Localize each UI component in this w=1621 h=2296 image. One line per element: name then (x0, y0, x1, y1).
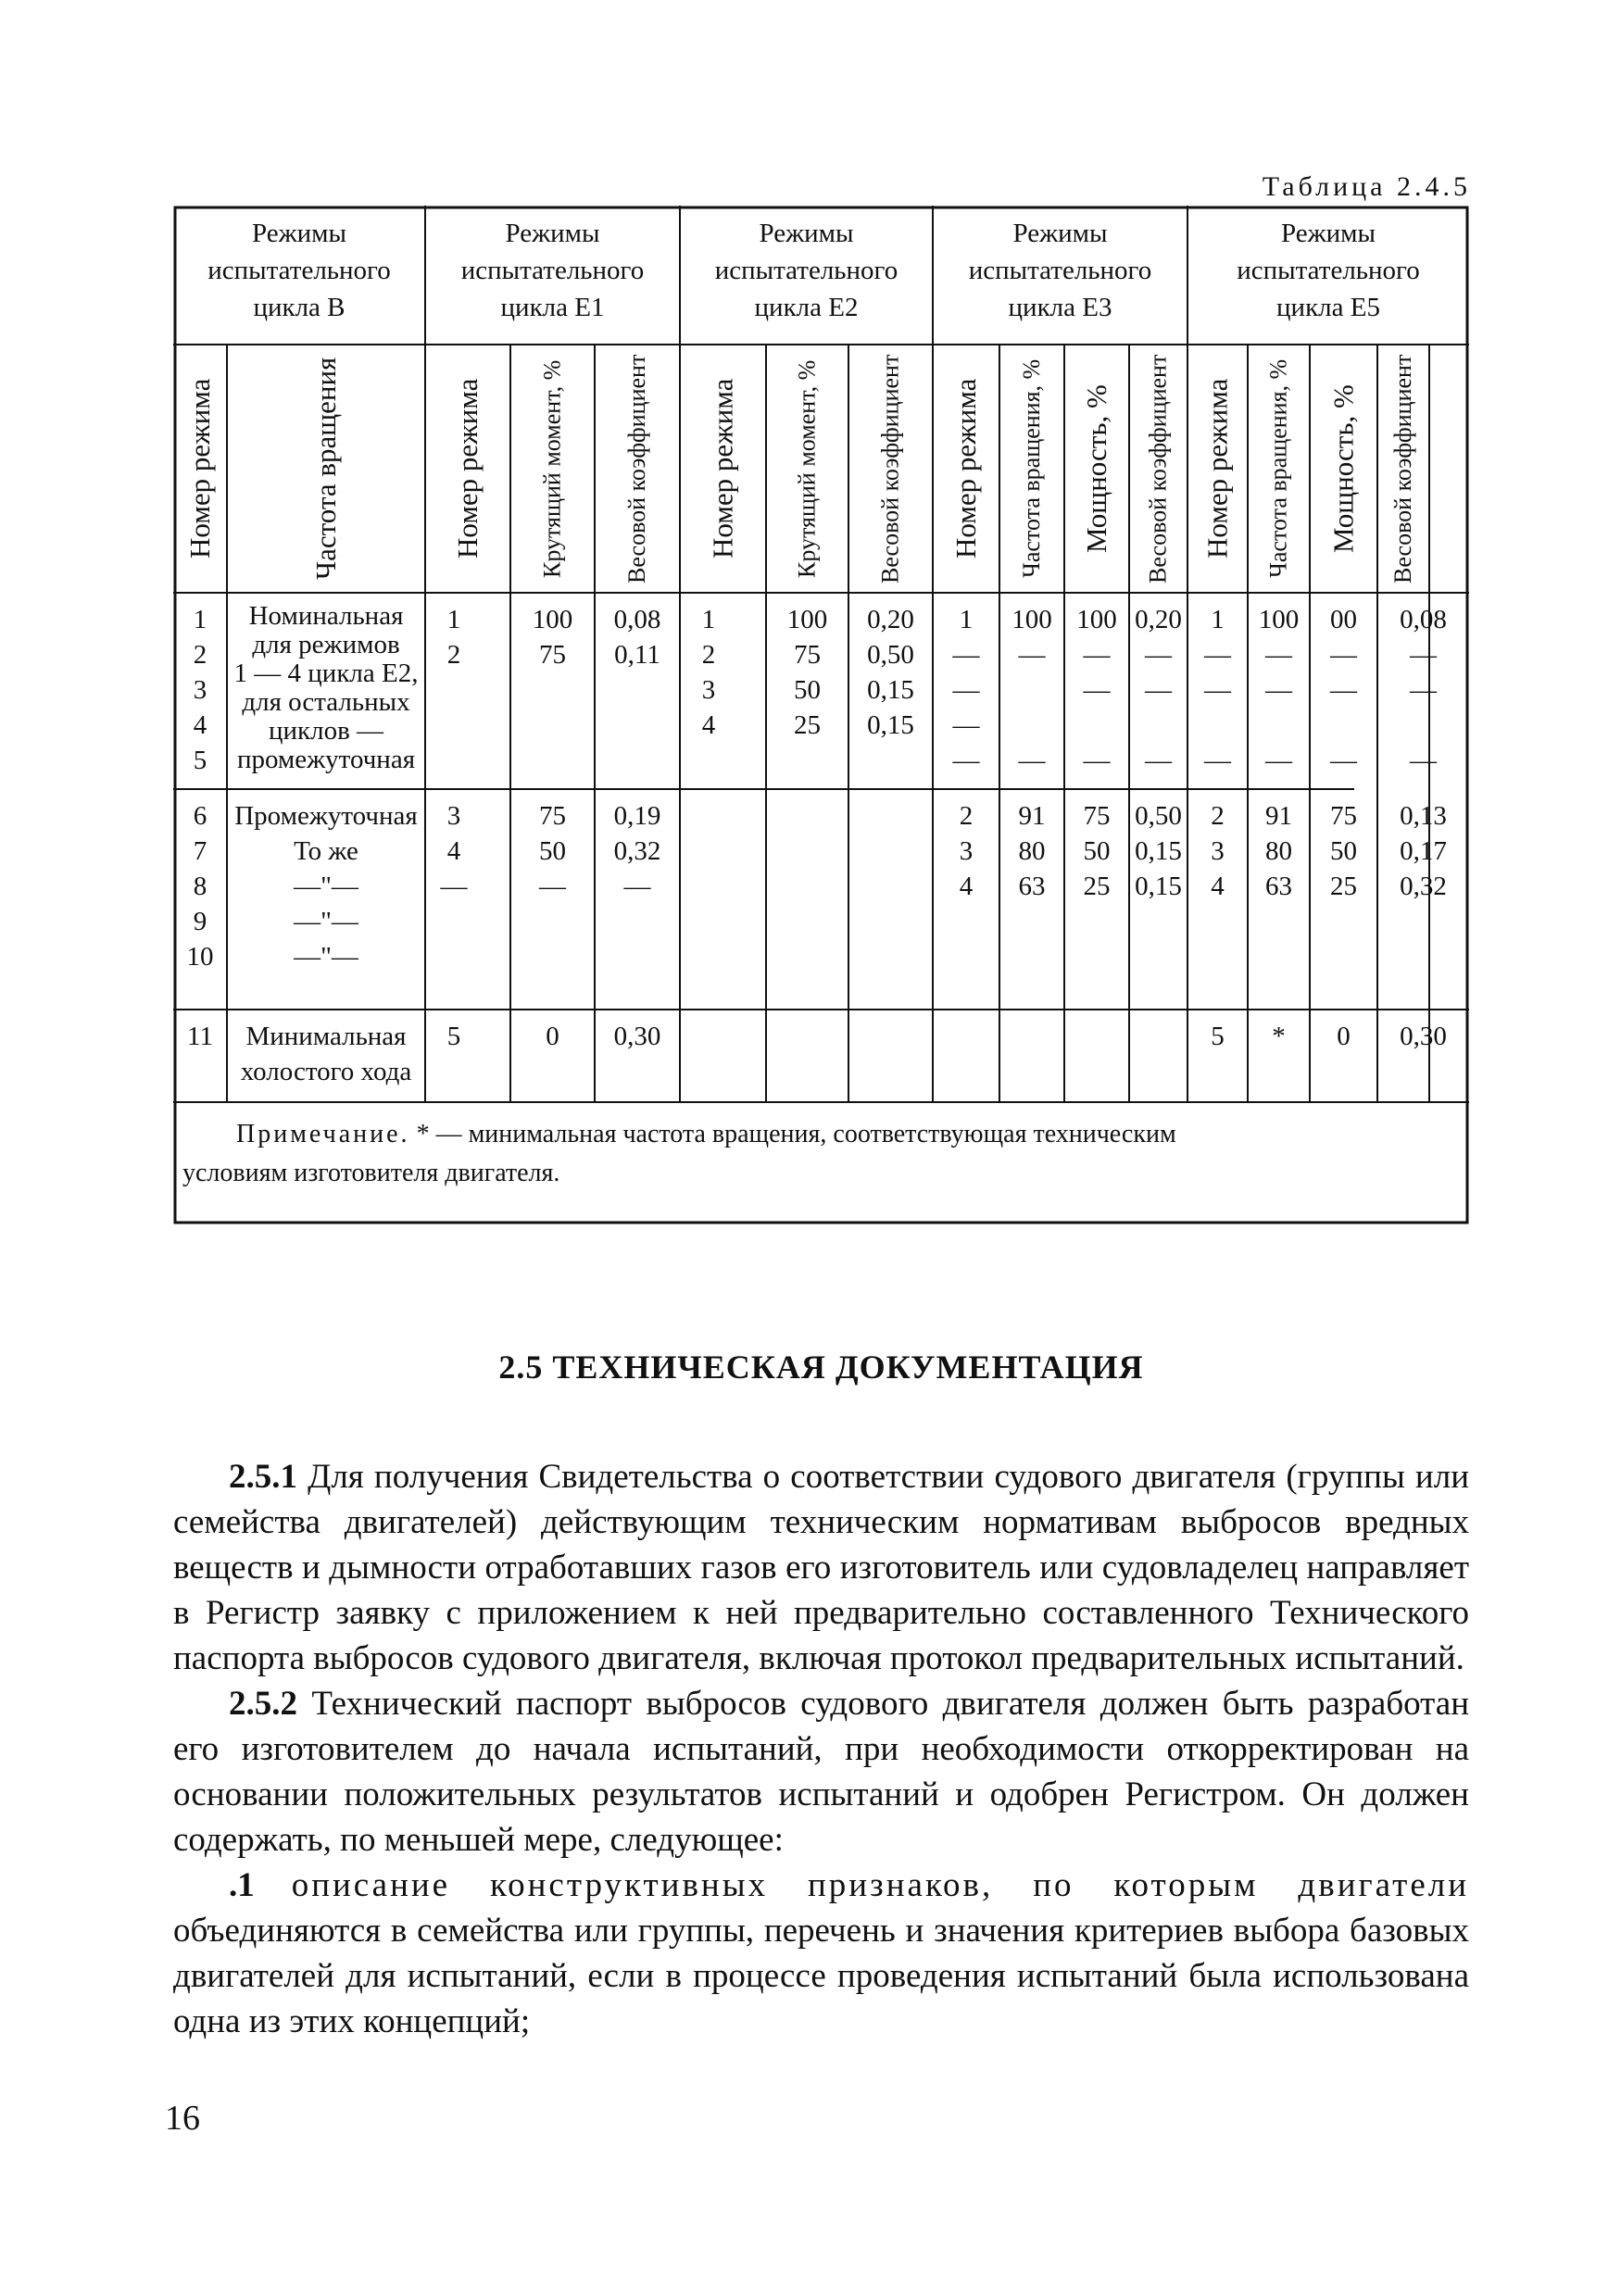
row-a-e1-number: 1 2 (446, 605, 461, 670)
row-c-e5-speed: * (1272, 1022, 1286, 1051)
subhead-e1-weight: Весовой коэффициент (623, 354, 650, 583)
row-b-e5-power: 75 50 25 (1330, 801, 1357, 901)
row-c-speed: Минимальная холостого хода (240, 1022, 412, 1086)
row-c-e5-weight: 0,30 (1400, 1022, 1447, 1051)
row-a-modes: 1 2 3 4 5 (193, 605, 207, 775)
row-b-e5-weight: 0,13 0,17 0,32 (1400, 801, 1447, 901)
row-b-modes: 6 7 8 9 10 (186, 801, 214, 972)
row-b-e3-number: 2 3 4 (959, 801, 974, 901)
row-b-e5-number: 2 3 4 (1211, 801, 1225, 901)
row-a-e1-torque: 100 75 (532, 605, 573, 670)
subhead-e3-mode-number: Номер режима (949, 378, 982, 559)
row-b-e3-power: 75 50 25 (1083, 801, 1111, 901)
subhead-e3-power: Мощность, % (1080, 384, 1112, 553)
row-a-e3-speed: 100 — — (1012, 605, 1052, 775)
subhead-e3-weight: Весовой коэффициент (1144, 354, 1172, 583)
paragraph-2-5-1: 2.5.1 Для получения Свидетельства о соответствии судового двигателя (группы или семейства двигателей) действующим техническим нормативам выбросов вредных веществ и дымности отработавших газов его изготовитель или судовладелец направляет в Регистр заявку с приложением к ней предварительно составленного Технического паспорта выбросов судового двигателя, включая протокол предварительных испытаний. (173, 1458, 1469, 1677)
group-header-cycle-b: Режимы испытательного цикла В (207, 219, 391, 322)
clause-number: 2.5.1 (229, 1458, 297, 1496)
row-b-e1-number: 3 4 — (440, 801, 468, 901)
section-heading: 2.5 ТЕХНИЧЕСКАЯ ДОКУМЕНТАЦИЯ (498, 1349, 1144, 1386)
row-a-e2-torque: 100 75 50 25 (786, 605, 828, 740)
row-c-e1-torque: 0 (546, 1022, 559, 1051)
note-text-continuation: условиям изготовителя двигателя. (182, 1159, 560, 1187)
subhead-e2-mode-number: Номер режима (706, 378, 739, 559)
group-header-cycle-e3: Режимы испытательного цикла Е3 (968, 219, 1152, 322)
note-text: * — минимальная частота вращения, соответствующая техническим (416, 1120, 1176, 1148)
subhead-e3-speed: Частота вращения, % (1018, 358, 1045, 579)
row-b-e3-speed: 91 80 63 (1018, 801, 1046, 901)
subhead-e1-mode-number: Номер режима (451, 378, 484, 559)
item-number: .1 (229, 1866, 255, 1904)
row-a-e3-power: 100 — — — (1076, 605, 1117, 775)
group-header-cycle-e2: Режимы испытательного цикла Е2 (714, 219, 898, 322)
subhead-b-speed: Частота вращения (309, 357, 342, 581)
table-caption: Таблица 2.4.5 (1262, 171, 1471, 202)
row-a-e5-speed: 100 — — — (1258, 605, 1300, 775)
row-a-e2-weight: 0,20 0,50 0,15 0,15 (867, 605, 914, 740)
page-number: 16 (165, 2099, 200, 2138)
row-c-e1-number: 5 (446, 1022, 461, 1051)
group-header-cycle-e5: Режимы испытательного цикла Е5 (1237, 219, 1420, 322)
subhead-e2-weight: Весовой коэффициент (876, 354, 904, 583)
subhead-e2-torque: Крутящий момент, % (793, 359, 821, 578)
subhead-e1-torque: Крутящий момент, % (538, 359, 566, 578)
row-a-speed: Номинальная для режимов 1 — 4 цикла Е2, для остальных циклов — промежуточная (233, 601, 419, 774)
subhead-e5-mode-number: Номер режима (1200, 378, 1234, 559)
row-c-e5-power: 0 (1337, 1022, 1351, 1051)
section-body (173, 1454, 1469, 2044)
row-a-e5-number: 1 — — — (1204, 605, 1231, 775)
table-note (182, 1115, 1461, 1193)
row-c-mode: 11 (187, 1022, 213, 1051)
clause-number: 2.5.2 (229, 1685, 297, 1723)
row-b-speed: Промежуточная То же —"— —"— —"— (234, 801, 418, 972)
row-c-e1-weight: 0,30 (613, 1022, 661, 1051)
row-a-e3-weight: 0,20 — — — (1135, 605, 1182, 775)
group-header-cycle-e1: Режимы испытательного цикла Е1 (460, 219, 645, 322)
row-a-e1-weight: 0,08 0,11 (613, 605, 661, 670)
row-b-e1-weight: 0,19 0,32 — (613, 801, 661, 901)
row-a-e2-number: 1 2 3 4 (701, 605, 716, 740)
subhead-b-mode-number: Номер режима (183, 378, 216, 559)
subhead-e5-speed: Частота вращения, % (1264, 358, 1292, 579)
subhead-e5-weight: Весовой коэффициент (1389, 354, 1416, 583)
row-a-e5-power: 00 — — — (1330, 605, 1357, 775)
row-b-e1-torque: 75 50 — (539, 801, 566, 901)
row-b-e5-speed: 91 80 63 (1265, 801, 1292, 901)
table-2-4-5 (173, 206, 1469, 1224)
row-b-e3-weight: 0,50 0,15 0,15 (1135, 801, 1182, 901)
subhead-e5-power: Мощность, % (1326, 384, 1360, 553)
paragraph-item-1: .1 описание конструктивных признаков, по которым двигатели объединяются в семейства или группы, перечень и значения критериев выбора базовых двигателей для испытаний, если в процессе проведения испытаний была использована одна из этих концепций; (173, 1866, 1470, 2040)
row-a-e5-weight: 0,08 — — — (1400, 605, 1447, 775)
row-a-e3-number: 1 — — — — (952, 605, 980, 775)
paragraph-2-5-2: 2.5.2 Технический паспорт выбросов судового двигателя должен быть разработан его изготовителем до начала испытаний, при необходимости откорректирован на основании положительных результатов испытаний и одобрен Регистром. Он должен содержать, по меньшей мере, следующее: (173, 1685, 1470, 1859)
row-c-e5-number: 5 (1211, 1022, 1225, 1051)
note-label: Примечание. (236, 1120, 410, 1148)
